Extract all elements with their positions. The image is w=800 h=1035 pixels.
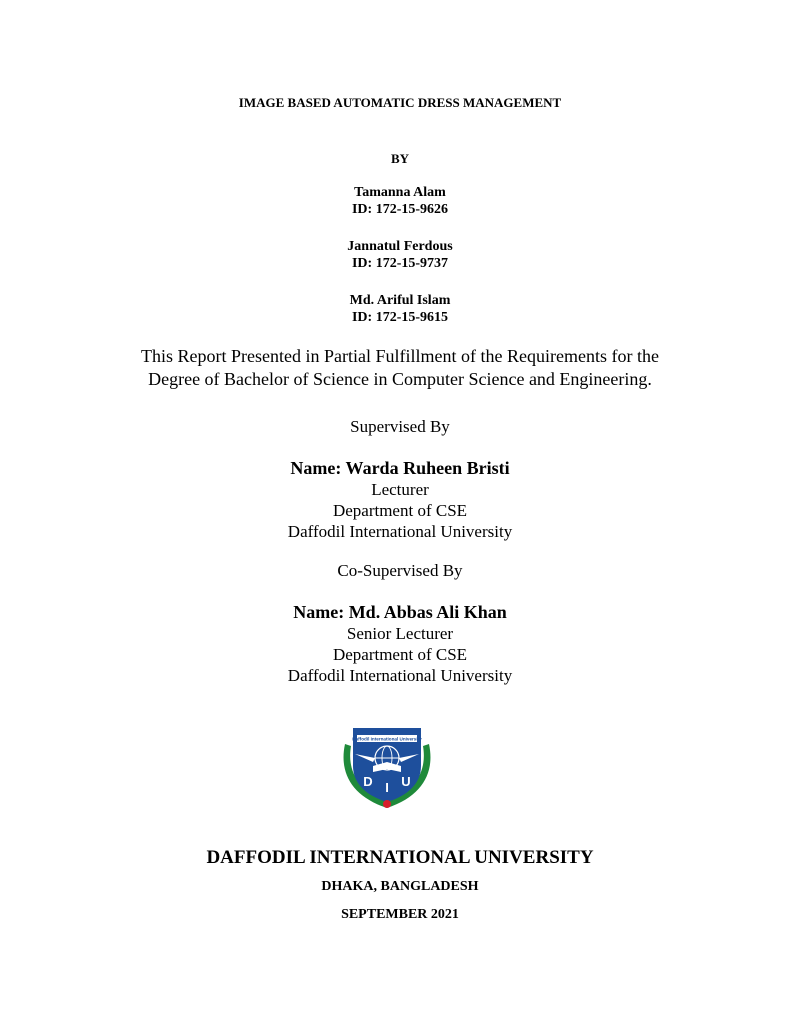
statement-line: Degree of Bachelor of Science in Computer Science and Engineering. xyxy=(148,369,652,389)
supervisor-name: Name: Warda Ruheen Bristi xyxy=(290,458,510,478)
logo-letter: D xyxy=(363,774,373,789)
footer-location: DHAKA, BANGLADESH xyxy=(321,879,479,894)
diu-logo xyxy=(337,722,437,812)
author-name: Md. Ariful Islam xyxy=(349,293,451,308)
footer-date: SEPTEMBER 2021 xyxy=(341,907,459,922)
red-dot-icon xyxy=(383,800,391,808)
footer-institution: DAFFODIL INTERNATIONAL UNIVERSITY xyxy=(206,847,594,868)
supervisor-department: Department of CSE xyxy=(332,501,468,520)
author-id: ID: 172-15-9737 xyxy=(351,256,449,271)
supervisor-designation: Lecturer xyxy=(371,480,429,499)
supervisor-heading: Supervised By xyxy=(350,417,450,436)
logo-letter: I xyxy=(385,780,389,795)
by-label: BY xyxy=(390,151,410,166)
report-title: IMAGE BASED AUTOMATIC DRESS MANAGEMENT xyxy=(238,95,562,110)
author-id: ID: 172-15-9626 xyxy=(351,202,449,217)
co-supervisor-university: Daffodil International University xyxy=(287,666,513,685)
statement-line: This Report Presented in Partial Fulfillment of the Requirements for the xyxy=(141,346,659,366)
co-supervisor-heading: Co-Supervised By xyxy=(337,561,463,580)
author-name: Jannatul Ferdous xyxy=(347,239,453,254)
author-id: ID: 172-15-9615 xyxy=(351,310,449,325)
author-name: Tamanna Alam xyxy=(354,185,446,200)
co-supervisor-department: Department of CSE xyxy=(332,645,468,664)
logo-letter: U xyxy=(401,774,411,789)
co-supervisor-name: Name: Md. Abbas Ali Khan xyxy=(293,602,507,622)
logo-banner-text: Daffodil International University xyxy=(352,736,422,742)
co-supervisor-designation: Senior Lecturer xyxy=(346,624,454,643)
supervisor-university: Daffodil International University xyxy=(287,522,513,541)
